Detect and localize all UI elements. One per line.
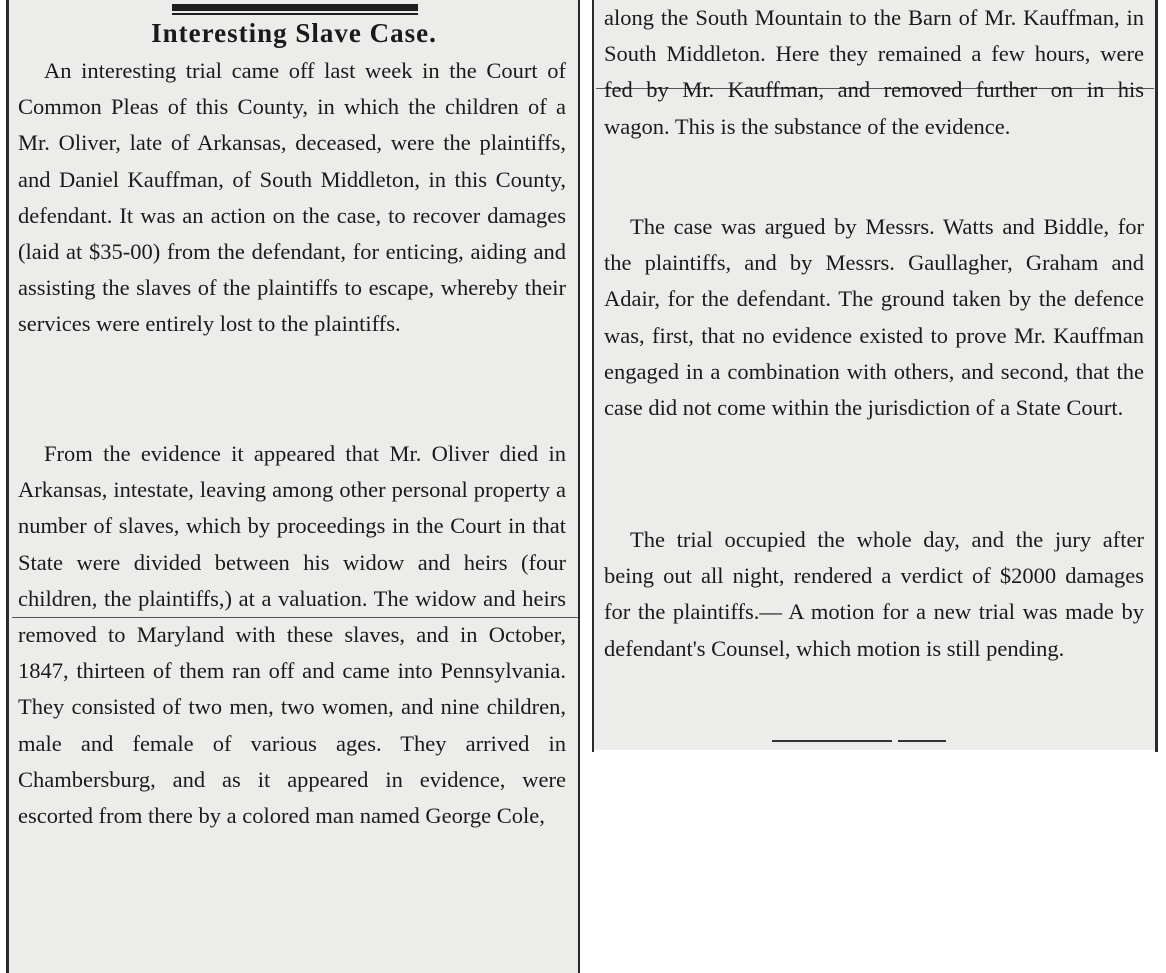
article-end-rule <box>772 740 892 742</box>
right-paragraph-1: along the South Mountain to the Barn of Mr. Kauffman, in South Middleton. Here they remained a few hours, were fed by Mr. Kauffman, and removed further on in his wagon. This is the substance of the evidence. <box>604 5 1144 139</box>
left-paragraph-1: An interesting trial came off last week in the Court of Common Pleas of this County, in which the children of a Mr. Oliver, late of Arkansas, deceased, were the plaintiffs, and Daniel Kauffman, of South Middleton, in this County, defendant. It was an action on the case, to recover damages (laid at $35-00) from the defendant, for enticing, aiding and assisting the slaves of the plaintiffs to escape, whereby their services were entirely lost to the plaintiffs. <box>18 58 566 337</box>
headline-top-thick-rule <box>172 4 418 11</box>
column-divider-rule <box>578 0 580 973</box>
right-edge-rule <box>1155 0 1158 752</box>
right-paragraph-3: The trial occupied the whole day, and the jury after being out all night, rendered a verdict of $2000 damages for the plaintiffs.— A motion for a new trial was made by defendant's Counsel, which motion is still pending. <box>604 527 1144 661</box>
right-paragraph-2: The case was argued by Messrs. Watts and Biddle, for the plaintiffs, and by Messrs. Gaullagher, Graham and Adair, for the defendant. The ground taken by the defence was, first, that no evidence existed to prove Mr. Kauffman engaged in a combination with others, and second, that the case did not come within the jurisdiction of a State Court. <box>604 214 1144 421</box>
left-edge-rule <box>6 0 9 973</box>
article-headline: Interesting Slave Case. <box>151 18 437 48</box>
article-end-rule-short <box>898 740 946 742</box>
left-paragraph-2: From the evidence it appeared that Mr. Oliver died in Arkansas, intestate, leaving among other personal property a number of slaves, which by proceedings in the Court in that State were divided between his widow and heirs (four children, the plaintiffs,) at a valuation. The widow and heirs removed to Maryland with these slaves, and in October, 1847, thirteen of them ran off and came into Pennsylvania. They consisted of two men, two women, and nine children, male and female of various ages. They arrived in Chambersburg, and as it appeared in evidence, were escorted from there by a colored man named George Cole, <box>18 441 566 829</box>
column-divider-rule-secondary <box>592 0 594 752</box>
